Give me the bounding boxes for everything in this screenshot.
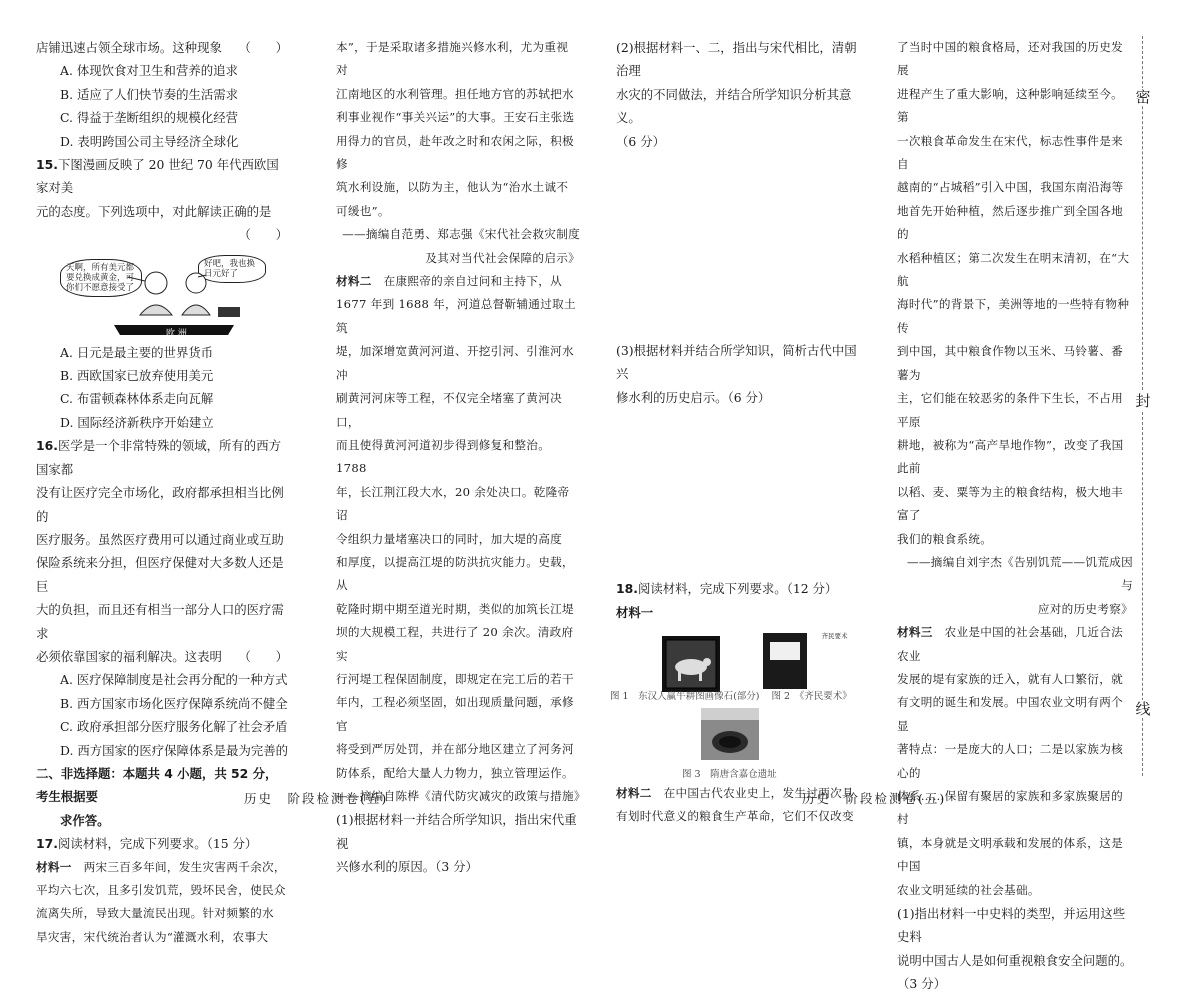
- question-text: 医疗服务。虽然医疗费用可以通过商业或互助: [36, 531, 284, 547]
- question-text: 元的态度。下列选项中，对此解读正确的是: [36, 203, 272, 219]
- material-text: 旱灾害，宋代统治者认为“灌溉水利，农事大: [36, 929, 269, 944]
- book-image: [762, 632, 808, 690]
- material-text: 用得力的官员，赴年改之时和农闲之际，积极修: [336, 133, 574, 172]
- option-c: C. 布雷顿森林体系走向瓦解: [60, 391, 214, 407]
- page-footer-left: 历史 阶段检测卷(五): [244, 791, 389, 806]
- speech-bubble-left: 天啊，所有美元都要兑换成黄金，可你们不愿意接受了: [60, 259, 142, 297]
- question-text: 阅读材料，完成下列要求。（15 分）: [57, 836, 258, 852]
- material-text: 一次粮食革命发生在宋代，标志性事件是来自: [897, 133, 1123, 172]
- cartoon-image: [58, 253, 268, 337]
- question-text: 没有让医疗完全市场化，政府都承担相当比例的: [36, 485, 284, 524]
- option-c: C. 政府承担部分医疗服务化解了社会矛盾: [60, 719, 288, 735]
- answer-paren: （ ）: [238, 40, 288, 55]
- material-text: 以稻、麦、粟等为主的粮食结构，极大地丰富了: [897, 484, 1123, 523]
- material-text: 刷黄河河床等工程，不仅完全堵塞了黄河决口，: [336, 391, 562, 429]
- material-text: 年内，工程必须坚固，如出现质量问题，承修官: [336, 695, 574, 733]
- sub-question: 说明中国古人是如何重视粮食安全问题的。: [897, 952, 1133, 968]
- section-heading: 二、非选择题：本题共 4 小题，共 52 分，考生根据要: [36, 765, 278, 805]
- sub-question: （6 分）: [616, 133, 665, 149]
- material-text: 著特点：一是庞大的人口；二是以家族为核心的: [897, 742, 1123, 780]
- material-text: 本”，于是采取诸多措施兴修水利，尤为重视对: [336, 40, 569, 78]
- material-text: 可缓也”。: [336, 203, 390, 218]
- material-text: 乾隆时期中期至道光时期，类似的加筑长江堤: [336, 601, 574, 616]
- seal-char-feng: 封: [1135, 392, 1151, 410]
- figure-caption: 图 1 东汉人赢牛耕图画像石(部分): [610, 691, 760, 703]
- source-citation: 及其对当代社会保障的启示》: [425, 250, 580, 265]
- material-text: 在康熙帝的亲自过问和主持下，从: [383, 274, 563, 289]
- material-text: 在中国古代农业史上，发生过两次具: [663, 785, 854, 800]
- sub-question: (1)根据材料一并结合所学知识，指出宋代重视: [336, 812, 577, 851]
- material-text: 进程产生了重大影响，这种影响延续至今。第: [897, 86, 1123, 125]
- question-text: 必须依靠国家的福利解决。这表明: [36, 648, 222, 664]
- option-b: B. 适应了人们快节奏的生活需求: [60, 86, 239, 102]
- figure-3: [701, 708, 868, 767]
- question-number: 18.: [616, 581, 638, 597]
- material-text: 我们的粮食系统。: [897, 531, 993, 546]
- material-label: 材料一: [36, 859, 72, 874]
- option-a: A. 医疗保障制度是社会再分配的一种方式: [60, 672, 288, 688]
- option-d: D. 表明跨国公司主导经济全球化: [60, 133, 239, 149]
- material-text: 1677 年到 1688 年，河道总督靳辅通过取土筑: [336, 297, 576, 335]
- material-text: 农业是中国的社会基础，几近合法农业: [897, 625, 1124, 663]
- ox-plough-relief-image: [661, 635, 721, 693]
- material-text: 筑水利设施，以防为主，他认为“治水土诚不: [336, 180, 569, 195]
- material-text: 年，长江荆江段大水，20 余处决口。乾隆帝诏: [336, 484, 570, 523]
- sub-question: 兴修水利的原因。（3 分）: [336, 859, 478, 875]
- source-citation: ——摘编自陈桦《清代防灾减灾的政策与措施》: [336, 789, 586, 803]
- question-text: 阅读材料，完成下列要求。（12 分）: [637, 581, 838, 597]
- source-citation: ——摘编自范勇、郑志强《宋代社会救灾制度: [342, 227, 580, 242]
- column-4: [897, 36, 1133, 996]
- answer-paren: （ ）: [238, 227, 288, 243]
- material-text: 两宋三百多年间，发生灾害两千余次，: [83, 859, 286, 874]
- option-b: B. 西方国家市场化医疗保障系统尚不健全: [60, 695, 288, 711]
- source-citation: 应对的历史考察》: [1037, 601, 1133, 616]
- material-text: 而且使得黄河河道初步得到修复和整治。1788: [336, 437, 551, 476]
- seal-char-mi: 密: [1135, 88, 1151, 106]
- option-c: C. 得益于垄断组织的规模化经营: [60, 110, 238, 126]
- material-text: 体系……保留有聚居的家族和多家族聚居的村: [897, 789, 1123, 827]
- question-number: 17.: [36, 836, 58, 852]
- material-text: 了当时中国的粮食格局，还对我国的历史发展: [897, 40, 1123, 78]
- cartoon-base-label: 欧 洲: [166, 328, 187, 339]
- sub-question: (3)根据材料并结合所学知识，简析古代中国兴: [616, 343, 857, 382]
- column-1: [36, 36, 288, 949]
- material-text: 镇，本身就是文明承载和发展的体系，这是中国: [897, 835, 1123, 874]
- sub-question: (2)根据材料一、二，指出与宋代相比，清朝治理: [616, 40, 857, 79]
- book-title: 齐民要术: [821, 632, 848, 641]
- cartoon-drawing: [58, 253, 268, 337]
- figure-caption: 图 2 《齐民要术》: [771, 691, 852, 703]
- material-text: 到中国，其中粮食作物以玉米、马铃薯、番薯为: [897, 344, 1123, 382]
- material-text: 耕地，被称为“高产旱地作物”，改变了我国此前: [897, 437, 1124, 476]
- material-label: 材料三: [897, 625, 933, 640]
- option-d: D. 国际经济新秩序开始建立: [60, 414, 214, 430]
- question-number: 16.: [36, 438, 58, 454]
- source-citation: ——摘编自刘宇杰《告别饥荒——饥荒成因与: [907, 554, 1133, 593]
- sub-question: (1)指出材料一中史料的类型，并运用这些史料: [897, 906, 1126, 945]
- column-3: [610, 36, 868, 829]
- material-text: 发展的堤有家族的迁入，就有人口繁衍，就: [897, 671, 1123, 686]
- material-label: 材料一: [616, 604, 654, 620]
- material-text: 农业文明延续的社会基础。: [897, 882, 1040, 897]
- text-line: 店铺迅速占领全球市场。这种现象: [36, 40, 222, 55]
- section-heading: 求作答。: [60, 812, 110, 828]
- material-text: 坝的大规模工程，共进行了 20 余次。清政府实: [336, 625, 574, 663]
- question-text: 保险系统来分担，但医疗保健对大多数人还是巨: [36, 555, 284, 594]
- speech-bubble-right: 好吧，我也换日元好了: [198, 255, 266, 283]
- figure-captions: [610, 690, 868, 704]
- page-footer-right: 历史 阶段检测卷(五): [802, 791, 947, 806]
- material-label: 材料二: [336, 274, 372, 289]
- material-text: 江南地区的水利管理。担任地方官的苏轼把水: [336, 86, 574, 101]
- answer-paren: （ ）: [238, 648, 288, 664]
- material-text: 越南的“占城稻”引入中国，我国东南沿海等: [897, 180, 1124, 195]
- option-b: B. 西欧国家已放弃使用美元: [60, 368, 214, 384]
- option-a: A. 体现饮食对卫生和营养的追求: [60, 63, 238, 79]
- question-text: 大的负担，而且还有相当一部分人口的医疗需求: [36, 602, 284, 641]
- seal-char-xian: 线: [1135, 700, 1151, 718]
- material-text: 主，它们能在较恶劣的条件下生长，不占用平原: [897, 391, 1123, 429]
- granary-site-image: [701, 708, 759, 760]
- material-text: 防体系，配给大量人力物力，独立管理运作。: [336, 765, 574, 780]
- figure-caption: 图 3 隋唐含嘉仓遗址: [682, 768, 777, 780]
- material-text: 堤，加深增宽黄河河道、开挖引河、引淮河水冲: [336, 344, 574, 382]
- material-text: 水稻种植区；第二次发生在明末清初，在“大航: [897, 250, 1130, 289]
- option-d: D. 西方国家的医疗保障体系是最为完善的: [60, 742, 289, 758]
- option-a: A. 日元是最主要的世界货币: [60, 344, 214, 360]
- question-text: 下图漫画反映了 20 世纪 70 年代西欧国家对美: [36, 157, 279, 196]
- sub-question: 水灾的不同做法，并结合所学知识分析其意义。: [616, 86, 852, 126]
- material-text: 行河堤工程保固制度，即规定在完工后的若干: [336, 671, 574, 686]
- material-text: 有文明的诞生和发展。中国农业文明有两个显: [897, 695, 1123, 733]
- material-text: 有划时代意义的粮食生产革命，它们不仅改变: [616, 809, 854, 824]
- material-text: 将受到严厉处罚，并在部分地区建立了河务河: [336, 742, 574, 757]
- material-text: 令组织力量堵塞决口的同时，加大堤的高度: [336, 531, 562, 546]
- material-text: 平均六七次，且多引发饥荒，毁坏民舍，使民众: [36, 883, 286, 897]
- question-text: 医学是一个非常特殊的领域，所有的西方国家都: [36, 438, 281, 477]
- question-number: 15.: [36, 157, 58, 173]
- material-label: 材料二: [616, 785, 652, 800]
- material-text: 海时代”的背景下，美洲等地的一些特有物种传: [897, 297, 1130, 335]
- sub-question: 修水利的历史启示。（6 分）: [616, 389, 771, 405]
- material-text: 流离失所，导致大量流民出现。针对频繁的水: [36, 906, 274, 921]
- column-2: [336, 36, 586, 879]
- material-text: 地首先开始种植，然后逐步推广到全国各地的: [897, 203, 1123, 242]
- material-text: 和厚度，以提高江堤的防洪抗灾能力。史载，从: [336, 554, 574, 593]
- sub-question: （3 分）: [897, 976, 946, 992]
- answer-space: [616, 153, 868, 339]
- answer-space: [616, 409, 868, 577]
- material-text: 利事业视作“事关兴运”的大事。王安石主张选: [336, 110, 575, 125]
